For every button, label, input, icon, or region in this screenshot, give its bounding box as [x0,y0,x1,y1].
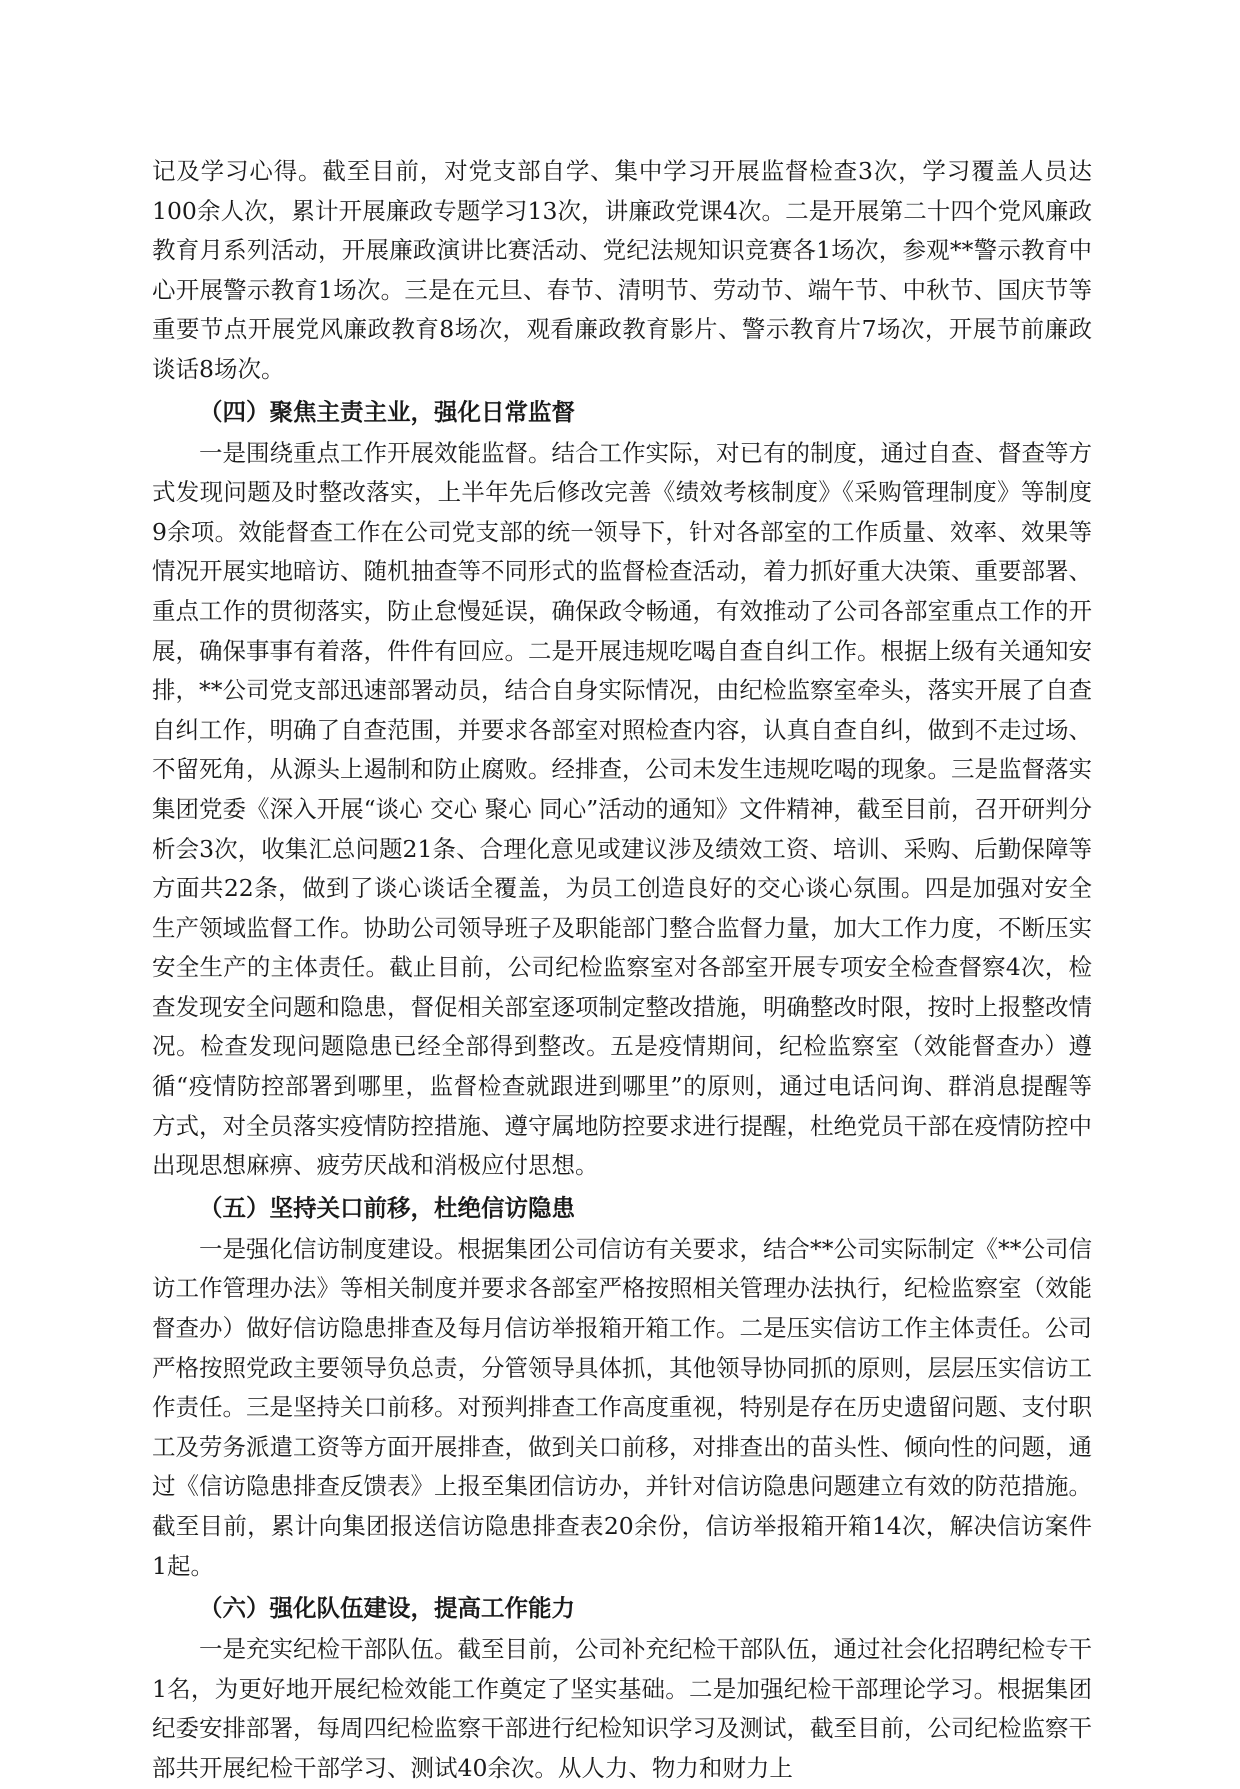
paragraph-petition-risks: 一是强化信访制度建设。根据集团公司信访有关要求，结合**公司实际制定《**公司信访工作管理办法》等相关制度并要求各部室严格按照相关管理办法执行，纪检监察室（效能督查办）做好信访隐患排查及每月信访举报箱开箱工作。二是压实信访工作主体责任。公司严格按照党政主要领导负总责，分管领导具体抓，其他领导协同抓的原则，层层压实信访工作责任。三是坚持关口前移。对预判排查工作高度重视，特别是存在历史遗留问题、支付职工及劳务派遣工资等方面开展排查，做到关口前移，对排查出的苗头性、倾向性的问题，通过《信访隐患排查反馈表》上报至集团信访办，并针对信访隐患问题建立有效的防范措施。截至目前，累计向集团报送信访隐患排查表20余份，信访举报箱开箱14次，解决信访案件1起。 [152,1234,1092,1580]
section-heading-daily-supervision: （四）聚焦主责主业，强化日常监督 [199,397,575,426]
paragraph-education-continued: 记及学习心得。截至目前，对党支部自学、集中学习开展监督检查3次，学习覆盖人员达100余人次，累计开展廉政专题学习13次，讲廉政党课4次。二是开展第二十四个党风廉政教育月系列活动，开展廉政演讲比赛活动、党纪法规知识竞赛各1场次，参观**警示教育中心开展警示教育1场次。三是在元旦、春节、清明节、劳动节、端午节、中秋节、国庆节等重要节点开展党风廉政教育8场次，观看廉政教育影片、警示教育片7场次，开展节前廉政谈话8场次。 [152,157,1092,383]
paragraph-daily-supervision: 一是围绕重点工作开展效能监督。结合工作实际，对已有的制度，通过自查、督查等方式发现问题及时整改落实，上半年先后修改完善《绩效考核制度》《采购管理制度》等制度9余项。效能督查工作在公司党支部的统一领导下，针对各部室的工作质量、效率、效果等情况开展实地暗访、随机抽查等不同形式的监督检查活动，着力抓好重大决策、重要部署、重点工作的贯彻落实，防止怠慢延误，确保政令畅通，有效推动了公司各部室重点工作的开展，确保事事有着落，件件有回应。二是开展违规吃喝自查自纠工作。根据上级有关通知安排，**公司党支部迅速部署动员，结合自身实际情况，由纪检监察室牵头，落实开展了自查自纠工作，明确了自查范围，并要求各部室对照检查内容，认真自查自纠，做到不走过场、不留死角，从源头上遏制和防止腐败。经排查，公司未发生违规吃喝的现象。三是监督落实集团党委《深入开展“谈心 交心 聚心 同心”活动的通知》文件精神，截至目前，召开研判分析会3次，收集汇总问题21条、合理化意见或建议涉及绩效工资、培训、采购、后勤保障等方面共22条，做到了谈心谈话全覆盖，为员工创造良好的交心谈心氛围。四是加强对安全生产领域监督工作。协助公司领导班子及职能部门整合监督力量，加大工作力度，不断压实安全生产的主体责任。截止目前，公司纪检监察室对各部室开展专项安全检查督察4次，检查发现安全问题和隐患，督促相关部室逐项制定整改措施，明确整改时限，按时上报整改情况。检查发现问题隐患已经全部得到整改。五是疫情期间，纪检监察室（效能督查办）遵循“疫情防控部署到哪里，监督检查就跟进到哪里”的原则，通过电话问询、群消息提醒等方式，对全员落实疫情防控措施、遵守属地防控要求进行提醒，杜绝党员干部在疫情防控中出现思想麻痹、疲劳厌战和消极应付思想。 [152,438,1092,1180]
section-heading-team-building: （六）强化队伍建设，提高工作能力 [199,1594,575,1623]
section-heading-petition-risks: （五）坚持关口前移，杜绝信访隐患 [199,1193,575,1222]
document-page [152,152,1092,1789]
paragraph-team-building: 一是充实纪检干部队伍。截至目前，公司补充纪检干部队伍，通过社会化招聘纪检专干1名，为更好地开展纪检效能工作奠定了坚实基础。二是加强纪检干部理论学习。根据集团纪委安排部署，每周四纪检监察干部进行纪检知识学习及测试，截至目前，公司纪检监察干部共开展纪检干部学习、测试40余次。从人力、物力和财力上 [152,1635,1092,1782]
